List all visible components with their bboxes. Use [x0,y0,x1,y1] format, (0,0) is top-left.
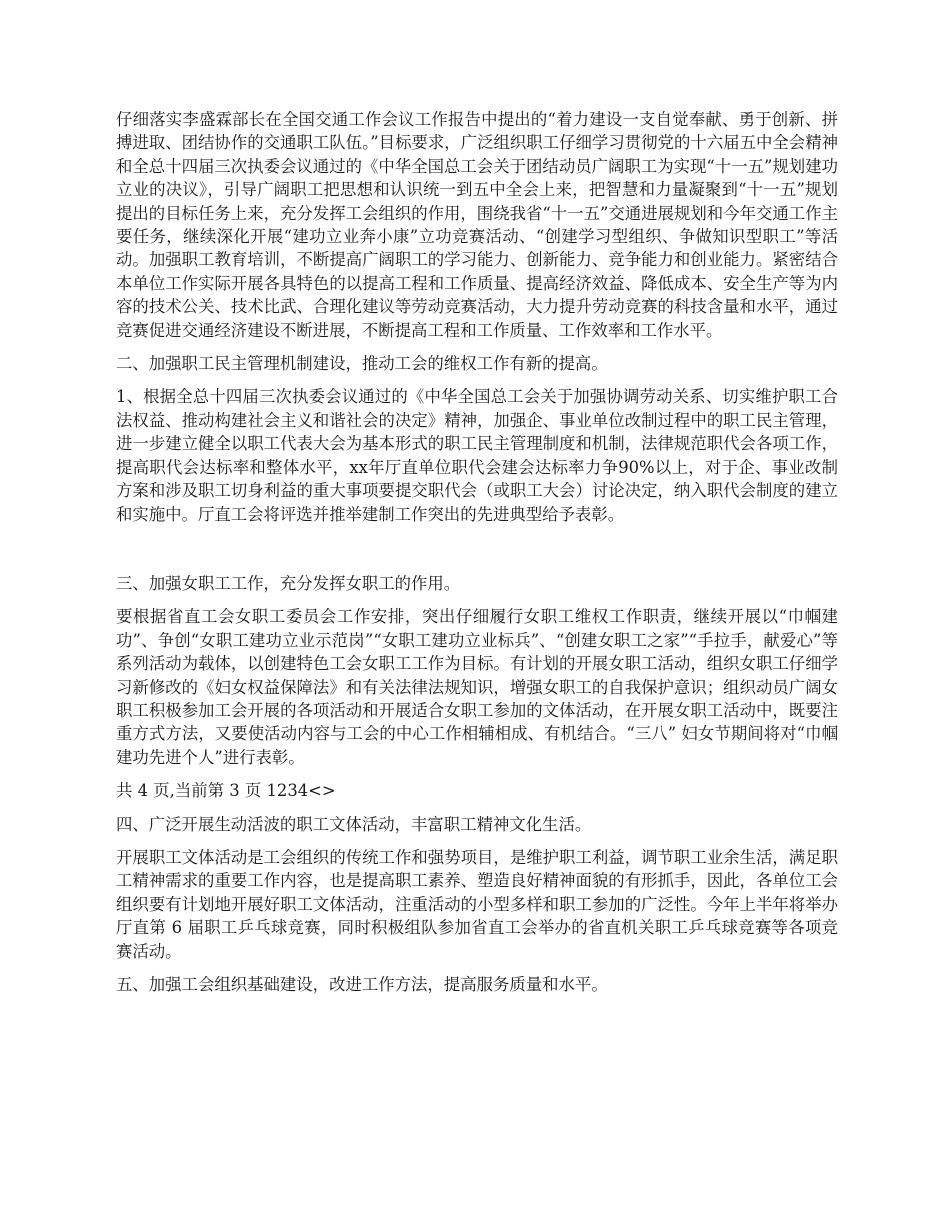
section-heading-2: 二、加强职工民主管理机制建设，推动工会的维权工作有新的提高。 [116,354,608,374]
paragraph-cultural-activities: 开展职工文体活动是工会组织的传统工作和强势项目，是维护职工利益，调节职工业余生活，满足职工精神需求的重要工作内容，也是提高职工素养、塑造良好精神面貌的有形抓手，因此，各单位工会组织要有计划地开展好职工文体活动，注重活动的小型多样和职工参加的广泛性。今年上半年将举办厅直第 6 届职工乒乓球竞赛，同时积极组队参加省直工会举办的省直机关职工乒乓球竞赛等各项竞赛活动。 [116,847,838,961]
paragraph-competition: 仔细落实李盛霖部长在全国交通工作会议工作报告中提出的“着力建设一支自觉奉献、勇于创新、拼搏进取、团结协作的交通职工队伍。”目标要求，广泛组织职工仔细学习贯彻党的十六届五中全会精神和全总十四届三次执委会议通过的《中华全国总工会关于团结动员广阔职工为实现“十一五”规划建功立业的决议》，引导广阔职工把思想和认识统一到五中全会上来，把智慧和力量凝聚到“十一五”规划提出的目标任务上来，充分发挥工会组织的作用，围绕我省“十一五”交通进展规划和今年交通工作主要任务，继续深化开展“建功立业奔小康”立功竞赛活动、“创建学习型组织、争做知识型职工”等活动。加强职工教育培训，不断提高广阔职工的学习能力、创新能力、竞争能力和创业能力。紧密结合本单位工作实际开展各具特色的以提高工程和工作质量、提高经济效益、降低成本、安全生产等为内容的技术公关、技术比武、合理化建议等劳动竞赛活动，大力提升劳动竞赛的科技含量和水平，通过竞赛促进交通经济建设不断进展，不断提高工程和工作质量、工作效率和工作水平。 [116,110,838,340]
pagination-text: 共 4 页,当前第 3 页 1234<> [116,781,336,801]
blank-gap [116,536,838,572]
paragraph-democratic-management: 1、根据全总十四届三次执委会议通过的《中华全国总工会关于加强协调劳动关系、切实维护职工合法权益、推动构建社会主义和谐社会的决定》精神，加强企、事业单位改制过程中的职工民主管理，进一步建立健全以职工代表大会为基本形式的职工民主管理制度和机制，法律规范职代会各项工作，提高职代会达标率和整体水平，xx年厅直单位职代会建会达标率力争90%以上，对于企、事业改制方案和涉及职工切身利益的重大事项要提交职代会（或职工大会）讨论决定，纳入职代会制度的建立和实施中。厅直工会将评选并推举建制工作突出的先进典型给予表彰。 [116,387,838,524]
document-body [116,108,838,1006]
paragraph-female-workers: 要根据省直工会女职工委员会工作安排，突出仔细履行女职工维权工作职责，继续开展以“巾帼建功”、争创“女职工建功立业示范岗”“女职工建功立业标兵”、“创建女职工之家”“手拉手，献爱心”等系列活动为载体，以创建特色工会女职工工作为目标。有计划的开展女职工活动，组织女职工仔细学习新修改的《妇女权益保障法》和有关法律法规知识，增强女职工的自我保护意识；组织动员广阔女职工积极参加工会开展的各项活动和开展适合女职工参加的文体活动，在开展女职工活动中，既要注重方式方法，又要使活动内容与工会的中心工作相辅相成、有机结合。“三八” 妇女节期间将对“巾帼建功先进个人”进行表彰。 [116,607,838,767]
section-heading-3: 三、加强女职工工作，充分发挥女职工的作用。 [116,573,461,593]
section-heading-4: 四、广泛开展生动活波的职工文体活动，丰富职工精神文化生活。 [116,814,592,834]
section-heading-5: 五、加强工会组织基础建设，改进工作方法，提高服务质量和水平。 [116,975,608,994]
